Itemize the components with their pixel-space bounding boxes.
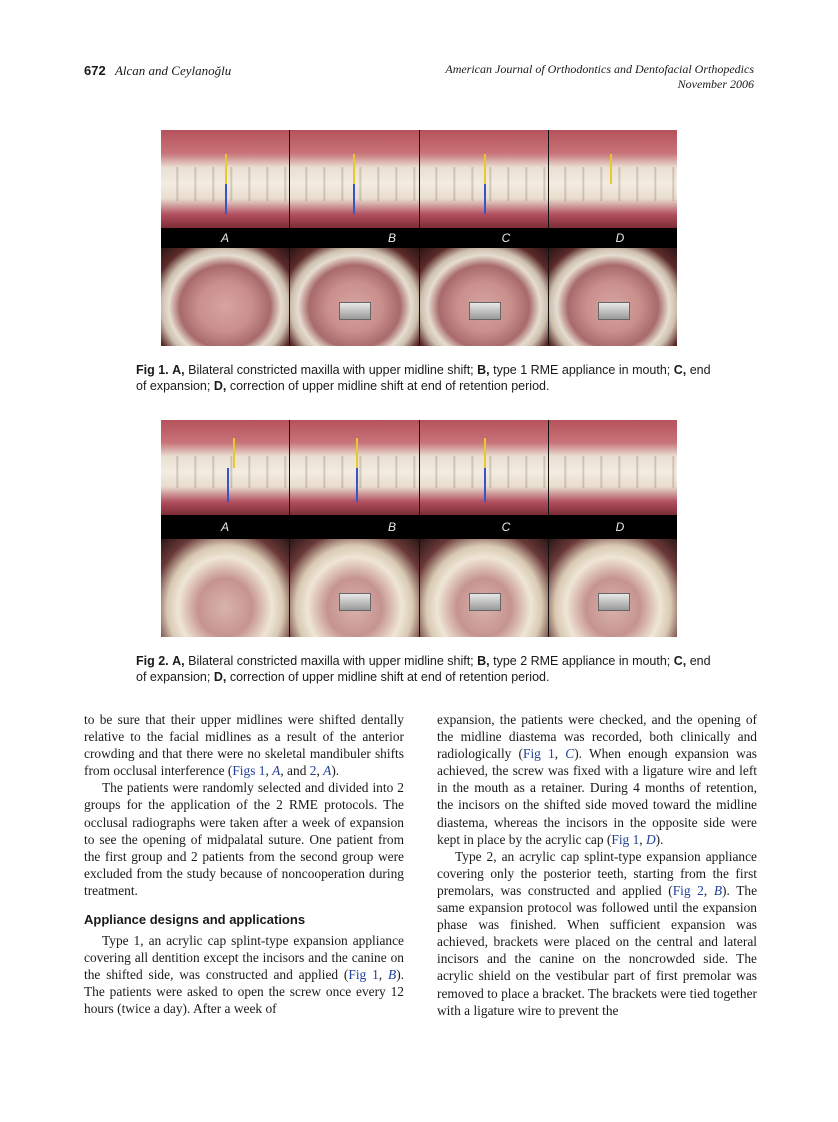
facial-midline-mark [353,154,355,184]
fig1-photo-a-frontal [161,130,290,228]
text-run: ). [331,763,340,779]
caption-text: type 2 RME appliance in mouth; [489,654,674,668]
journal-title: American Journal of Orthodontics and Dentofacial Orthopedics [445,62,754,76]
figure-reference-link[interactable]: C [565,746,575,762]
panel-reference: A, [172,363,185,377]
paragraph [437,711,757,848]
caption-text: end of expansion; [136,654,711,684]
text-run: ). When enough expansion was achieved, the screw was fixed with a ligature wire and left in the mouth as a retainer. During 4 months of retention, the incisors on the shifted side moved toward the midline diastema, whereas the incisors in the opposite side were kept in place by the acrylic cap ( [437,746,757,847]
panel-label: B [387,231,396,245]
panel-reference: B, [477,363,490,377]
fig1-photo-b-occlusal [290,248,419,346]
paragraph: The patients were randomly selected and divided into 2 groups for the application of the 2 RME protocols. The occlusal radiographs were taken after a week of expansion to see the opening of midpalatal suture. One patient from the first group and 2 patients from the second group were excluded from the study because of noncooperation during treatment. [84,780,404,898]
dental-midline-mark [227,468,229,502]
panel-reference: D, [213,378,227,393]
figure-label: Fig 1. [136,363,169,377]
fig1-photo-c-occlusal [420,248,549,346]
fig2-photo-b-frontal [290,420,419,515]
figure-2-occlusal-photos [161,539,677,637]
rme-screw-appliance [469,593,501,611]
panel-reference: D, [213,669,227,684]
facial-midline-mark [356,438,358,468]
journal-issue: November 2006 [677,77,754,91]
figure-reference-link[interactable]: B [388,967,397,983]
figure-reference-link[interactable]: B [713,882,723,898]
fig2-photo-b-occlusal [290,539,419,637]
caption-text: correction of upper midline shift at end of retention period. [226,378,550,393]
panel-label: C [501,520,511,534]
text-run: , [703,882,714,898]
running-header-left [84,63,231,79]
fig2-photo-a-occlusal [161,539,290,637]
text-run: , [265,763,273,779]
fig1-photo-c-frontal [420,130,549,228]
facial-midline-mark [610,154,612,184]
fig2-photo-d-occlusal [549,539,677,637]
figure-2 [161,420,677,637]
caption-text: type 1 RME appliance in mouth; [489,363,674,377]
caption-text: end of expansion; [136,363,711,393]
text-run: expansion, the patients were checked, and the opening of the midline diastema was recorded, both clinically and radiologically ( [437,712,757,762]
figure-reference-link[interactable]: Fig 1 [523,746,555,762]
caption-text: correction of upper midline shift at end of retention period. [226,669,550,684]
paragraph [437,848,757,1019]
figure-reference-link[interactable]: A [323,763,332,779]
fig2-photo-c-occlusal [420,539,549,637]
fig1-photo-a-occlusal [161,248,290,346]
text-run: ). The same expansion protocol was followed until the expansion phase was finished. When sufficient expansion was achieved, brackets were placed on the central and lateral incisors and the canine on the noncrowded side. The acrylic shield on the vestibular part of first premolar was removed to place a bracket. The brackets were tied together with a ligature wire to prevent the [437,882,758,1018]
rme-screw-appliance [339,593,371,611]
fig1-photo-d-occlusal [549,248,677,346]
figure-reference-link[interactable]: Fig 1 [611,831,640,847]
text-run: , [554,746,566,762]
facial-midline-mark [484,154,486,184]
body-column-right [437,711,757,1019]
panel-label: C [501,231,511,245]
rme-screw-appliance [469,302,501,320]
facial-midline-mark [225,154,227,184]
figure-1 [161,130,677,346]
figure-reference-link[interactable]: D [645,831,656,847]
figure-2-frontal-photos [161,420,677,515]
figure-1-occlusal-photos [161,248,677,346]
text-run: Type 2, an acrylic cap splint-type expansion appliance covering only the posterior teeth, starting from the first premolars, was constructed and applied ( [437,848,757,898]
panel-reference: C, [673,363,687,377]
dental-midline-mark [225,184,227,214]
figure-reference-link[interactable]: Figs 1 [232,763,266,779]
fig2-photo-a-frontal [161,420,290,515]
fig1-photo-b-frontal [290,130,419,228]
body-column-left [84,711,404,1018]
running-authors: Alcan and Ceylanoğlu [114,63,232,78]
fig1-photo-d-frontal [549,130,677,228]
text-run: to be sure that their upper midlines were shifted dentally relative to the facial midlines as a result of the anterior crowding and that there were no skeletal mandibuler shifts from occlusal interference ( [84,712,404,779]
dental-midline-mark [353,184,355,214]
dental-midline-mark [356,468,358,502]
panel-label: D [615,520,625,534]
dental-midline-mark [484,184,486,214]
panel-label: D [615,231,625,245]
text-run: , [378,967,388,983]
figure-1-panel-labels [161,228,677,248]
panel-reference: C, [673,654,687,668]
fig2-photo-d-frontal [549,420,677,515]
running-header-right [445,62,754,92]
caption-text: Bilateral constricted maxilla with upper midline shift; [184,363,478,377]
panel-reference: A, [172,654,185,668]
text-run: ). [655,831,664,847]
panel-label: B [387,520,396,534]
panel-label: A [221,231,230,245]
page-number: 672 [84,63,106,78]
fig2-photo-c-frontal [420,420,549,515]
figure-2-panel-labels [161,515,677,539]
rme-screw-appliance [598,302,630,320]
paragraph [84,711,404,779]
text-run: , [316,763,324,779]
rme-screw-appliance [339,302,371,320]
text-run: , and [280,763,310,779]
caption-text: Bilateral constricted maxilla with upper midline shift; [184,654,478,668]
facial-midline-mark [484,438,486,468]
section-heading: Appliance designs and applications [84,912,306,928]
figure-1-caption [136,363,716,394]
panel-reference: B, [477,654,490,668]
figure-reference-link[interactable]: Fig 1 [348,967,379,983]
figure-reference-link[interactable]: A [272,763,281,779]
figure-reference-link[interactable]: Fig 2 [672,882,704,898]
figure-1-frontal-photos [161,130,677,228]
panel-label: A [221,520,230,534]
text-run: , [639,831,646,847]
paragraph [84,932,404,1017]
figure-2-caption [136,654,716,685]
facial-midline-mark [233,438,235,468]
figure-label: Fig 2. [136,654,169,668]
figure-reference-link[interactable]: 2 [309,763,317,779]
text-run: ). The patients were asked to open the screw once every 12 hours (twice a day). After a week of [84,967,404,1017]
text-run: Type 1, an acrylic cap splint-type expansion appliance covering all dentition except the incisors and the canine on the shifted side, was constructed and applied ( [84,933,404,983]
dental-midline-mark [484,468,486,502]
rme-screw-appliance [598,593,630,611]
